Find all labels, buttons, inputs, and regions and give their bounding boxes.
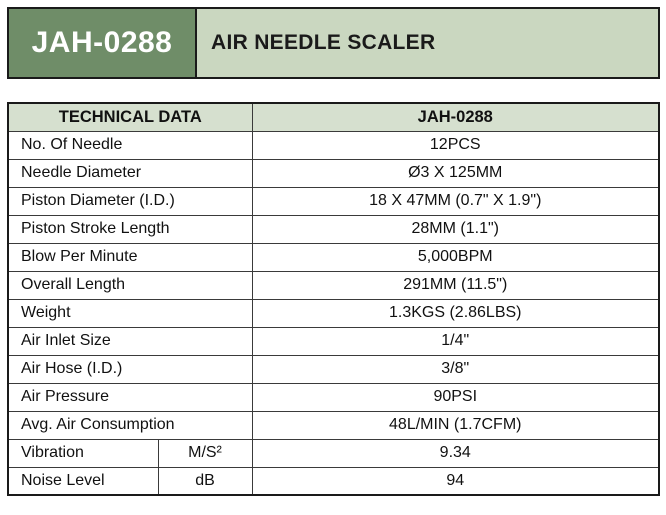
table-row bbox=[8, 243, 659, 271]
column-header-model: JAH-0288 bbox=[252, 103, 659, 131]
product-title: AIR NEEDLE SCALER bbox=[197, 9, 658, 77]
row-value: 1.3KGS (2.86LBS) bbox=[252, 299, 659, 327]
row-value: 12PCS bbox=[252, 131, 659, 159]
row-label: Piston Stroke Length bbox=[8, 215, 252, 243]
row-value: 94 bbox=[252, 467, 659, 495]
table-row bbox=[8, 159, 659, 187]
table-row bbox=[8, 215, 659, 243]
technical-data-table bbox=[7, 102, 658, 496]
table-row bbox=[8, 327, 659, 355]
row-label: Needle Diameter bbox=[8, 159, 252, 187]
row-label: No. Of Needle bbox=[8, 131, 252, 159]
row-unit: dB bbox=[158, 467, 252, 495]
table-row bbox=[8, 187, 659, 215]
row-label: Air Hose (I.D.) bbox=[8, 355, 252, 383]
row-label: Air Pressure bbox=[8, 383, 252, 411]
table-row bbox=[8, 439, 659, 467]
row-value: 48L/MIN (1.7CFM) bbox=[252, 411, 659, 439]
row-value: 18 X 47MM (0.7" X 1.9") bbox=[252, 187, 659, 215]
row-label: Avg. Air Consumption bbox=[8, 411, 252, 439]
product-header bbox=[7, 7, 660, 79]
table-row bbox=[8, 271, 659, 299]
row-value: 1/4" bbox=[252, 327, 659, 355]
row-unit: M/S² bbox=[158, 439, 252, 467]
row-label: Blow Per Minute bbox=[8, 243, 252, 271]
row-value: 28MM (1.1") bbox=[252, 215, 659, 243]
table-row bbox=[8, 355, 659, 383]
row-value: 5,000BPM bbox=[252, 243, 659, 271]
row-label: Piston Diameter (I.D.) bbox=[8, 187, 252, 215]
table-row bbox=[8, 467, 659, 495]
table-row bbox=[8, 411, 659, 439]
row-label: Weight bbox=[8, 299, 252, 327]
row-label: Vibration bbox=[8, 439, 158, 467]
column-header-technical-data: TECHNICAL DATA bbox=[8, 103, 252, 131]
table-row bbox=[8, 383, 659, 411]
row-label: Noise Level bbox=[8, 467, 158, 495]
row-label: Air Inlet Size bbox=[8, 327, 252, 355]
row-value: Ø3 X 125MM bbox=[252, 159, 659, 187]
table-header-row bbox=[8, 103, 659, 131]
model-number: JAH-0288 bbox=[9, 9, 197, 77]
row-value: 3/8" bbox=[252, 355, 659, 383]
row-label: Overall Length bbox=[8, 271, 252, 299]
row-value: 291MM (11.5") bbox=[252, 271, 659, 299]
row-value: 90PSI bbox=[252, 383, 659, 411]
table-row bbox=[8, 131, 659, 159]
row-value: 9.34 bbox=[252, 439, 659, 467]
table-row bbox=[8, 299, 659, 327]
